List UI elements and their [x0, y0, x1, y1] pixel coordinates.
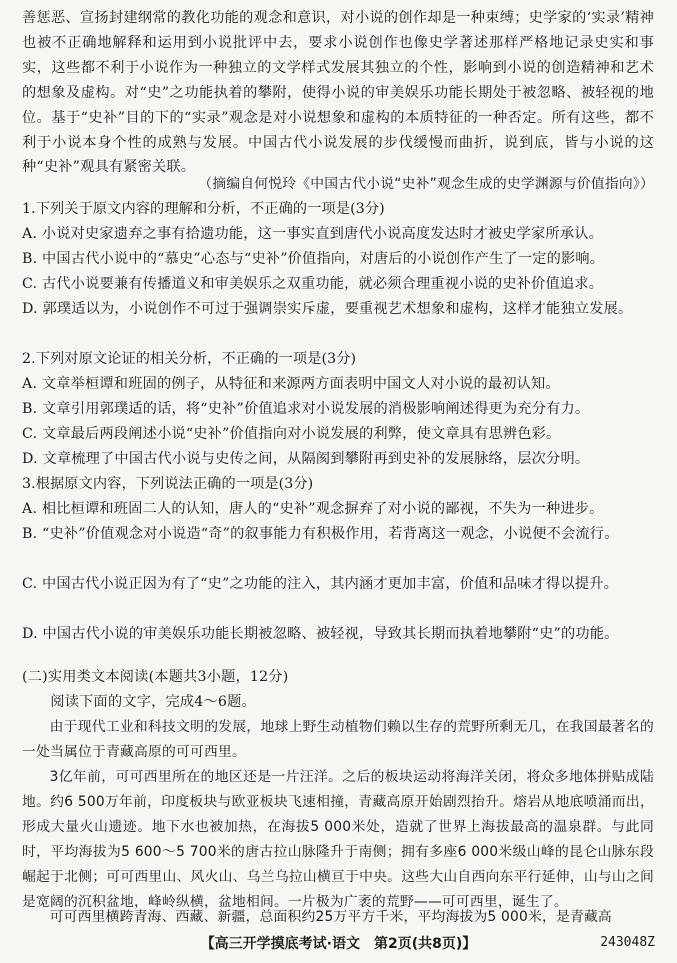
article-paragraph-3: 可可西里横跨青海、西藏、新疆，总面积约25万平方千米，平均海拔为5 000米，是青藏高: [49, 909, 612, 925]
exam-code: 243048Z: [600, 935, 655, 950]
question-1-option-a: A. 小说对史家遗弃之事有拾遗功能，这一事实直到唐代小说高度发达时才被史学家所承认。: [22, 226, 603, 242]
passage-ending-paragraph: 善惩恶、宣扬封建纲常的教化功能的观念和意识，对小说的创作却是一种束缚；史学家的‘实录’精神也被不正确地解释和运用到小说批评中去，要求小说创作也像史学著述那样严格地记录史实和事实，这些都不利于小说作为一种独立的文学样式发展其独立的个性，影响到小说的创造精神和艺术的想象及虚构。对“史”之功能执着的攀附，使得小说的审美娱乐功能长期处于被忽略、被轻视的地位。基于“史补”目的下的“实录”观念是对小说想象和虚构的本质特征的一种否定。所有这些，都不利于小说本身个性的成熟与发展。中国古代小说发展的步伐缓慢而曲折，说到底，皆与小说的这种“史补”观具有紧密关联。: [22, 10, 654, 176]
question-2-option-d: D. 文章梳理了中国古代小说与史传之间，从隔阂到攀附再到史补的发展脉络，层次分明。: [22, 451, 590, 467]
page-footer: [0, 931, 677, 955]
section-2-heading: (二)实用类文本阅读(本题共3小题，12分): [22, 669, 289, 685]
section-2-instruction: 阅读下面的文字，完成4～6题。: [50, 694, 256, 710]
article-paragraph-1: 由于现代工业和科技文明的发展，地球上野生动植物们赖以生存的荒野所剩无几，在我国最著名的一处当属位于青藏高原的可可西里。: [22, 719, 654, 760]
question-2-stem: 2.下列对原文论证的相关分析，不正确的一项是(3分): [22, 351, 357, 367]
question-3-option-d: D. 中国古代小说的审美娱乐功能长期被忽略、被轻视，导致其长期而执着地攀附“史”的功能。: [22, 626, 619, 642]
question-1-option-d: D. 郭璞适以为，小说创作不可过于强调崇实斥虚，要重视艺术想象和虚构，这样才能独立发展。: [22, 301, 633, 317]
question-1-stem: 1.下列关于原文内容的理解和分析，不正确的一项是(3分): [22, 201, 385, 217]
question-3-option-a: A. 相比桓谭和班固二人的认知，唐人的“史补”观念摒弃了对小说的鄙视，不失为一种进步。: [22, 501, 604, 517]
question-3-option-b: B. “史补”价值观念对小说造“奇”的叙事能力有积极作用，若背离这一观念，小说便不会流行。: [22, 526, 619, 542]
question-2-option-b: B. 文章引用郭璞适的话，将“史补”价值追求对小说发展的消极影响阐述得更为充分有力。: [22, 401, 590, 417]
question-3-stem: 3.根据原文内容，下列说法正确的一项是(3分): [22, 476, 314, 492]
question-1-option-c: C. 古代小说要兼有传播道义和审美娱乐之双重功能，就必须合理重视小说的史补价值追求。: [22, 276, 604, 292]
question-3-option-c: C. 中国古代小说正因为有了“史”之功能的注入，其内涵才更加丰富，价值和品味才得以提升。: [22, 576, 618, 592]
exam-title-footer: 【高三开学摸底考试·语文 第2页(共8页)】: [200, 936, 477, 952]
question-2-option-c: C. 文章最后两段阐述小说“史补”价值指向对小说发展的利弊，使文章具有思辨色彩。: [22, 426, 561, 442]
question-1-option-b: B. 中国古代小说中的“慕史”心态与“史补”价值指向，对唐后的小说创作产生了一定的影响。: [22, 251, 605, 267]
passage-source-citation: （摘编自何悦玲《中国古代小说“史补”观念生成的史学渊源与价值指向》）: [198, 176, 654, 192]
question-2-option-a: A. 文章举桓谭和班固的例子，从特征和来源两方面表明中国文人对小说的最初认知。: [22, 376, 560, 392]
article-paragraph-2: 3亿年前，可可西里所在的地区还是一片汪洋。之后的板块运动将海洋关闭，将众多地体拼贴成陆地。约6 500万年前，印度板块与欧亚板块飞速相撞，青藏高原开始剧烈抬升。熔岩从地底喷涌而出，形成大量火山遗迹。地下水也被加热，在海拔5 000米处，造就了世界上海拔最高的温泉群。与此同时，平均海拔为5 600～5 700米的唐古拉山脉隆升于南侧；拥有多座6 000米级山峰的昆仑山脉东段崛起于北侧；可可西里山、风火山、乌兰乌拉山横亘于中央。这些大山自西向东平行延伸，山与山之间是宽阔的沉积盆地，峰岭纵横，盆地相间。一片极为广袤的荒野——可可西里，诞生了。: [22, 769, 654, 910]
